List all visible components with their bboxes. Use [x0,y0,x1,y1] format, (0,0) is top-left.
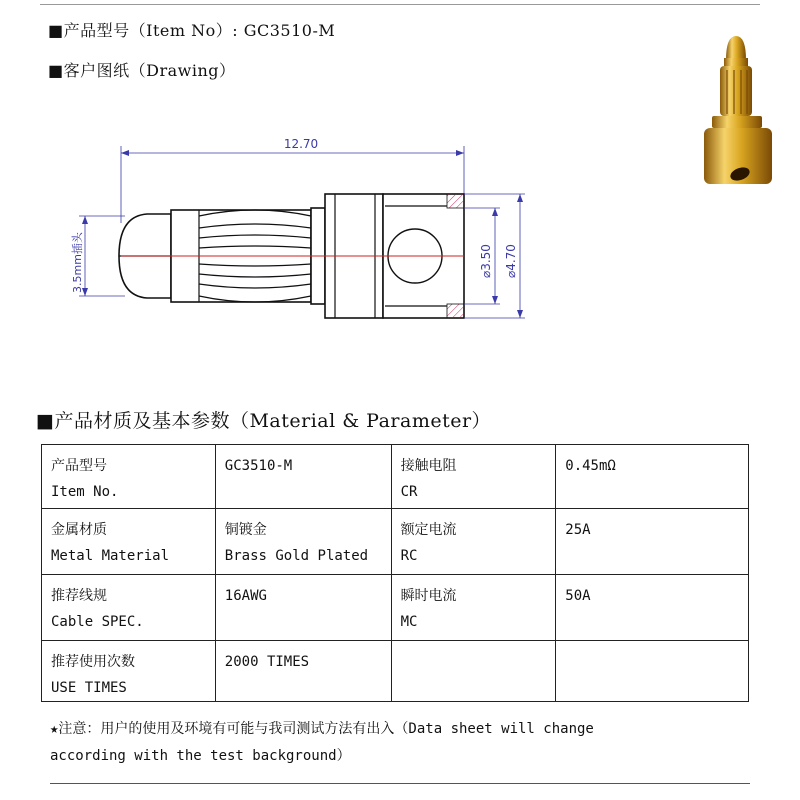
bottom-rule [50,783,750,784]
cell-label-cn: 推荐线规 [51,588,107,604]
cell-value-cn: 铜镀金 [224,522,267,538]
cell-value: 16AWG [224,588,267,604]
table-cell [556,575,749,641]
item-number-heading: ■产品型号（Item No）: GC3510-M [48,21,336,40]
cell-label-cn: 推荐使用次数 [51,654,135,670]
cell-label-cn: 额定电流 [400,522,457,538]
parameter-table [41,444,749,702]
table-cell [42,509,216,575]
cell-label-en: Metal Material [51,548,170,564]
table-cell [42,575,216,641]
cell-value: 2000 TIMES [224,654,310,670]
cell-label-en: CR [400,484,418,500]
table-cell [42,445,216,509]
cell-value: 25A [565,522,591,538]
disclaimer-note [50,716,750,770]
top-cut-rule [0,0,800,8]
outer-diameter-label: ⌀4.70 [504,244,518,278]
note-line-1: ★注意：用户的使用及环境有可能与我司测试方法有出入（Data sheet will change [50,721,594,737]
length-dimension-label: 12.70 [283,137,319,151]
cell-label-cn: 瞬时电流 [400,588,457,604]
inner-diameter-label: ⌀3.50 [479,244,493,278]
cell-label-en: Cable SPEC. [51,614,144,630]
table-row [42,509,749,575]
note-line-2: according with the test background） [50,748,351,764]
table-row [42,445,749,509]
connector-photo [690,30,786,200]
table-row [42,641,749,702]
diameter-dimensions [464,194,525,318]
plug-dimension [70,216,125,296]
cell-value: Brass Gold Plated [224,548,369,564]
cell-label-en: USE TIMES [51,680,127,696]
table-cell [556,641,749,702]
material-parameter-heading: ■产品材质及基本参数（Material & Parameter） [36,410,492,432]
cell-value: 0.45mΩ [565,458,616,474]
cell-label-en: RC [400,548,418,564]
cell-value: 50A [565,588,591,604]
cell-value: GC3510-M [224,458,293,474]
section-hatch-bottom [447,304,464,318]
cell-label-en: MC [400,614,418,630]
drawing-heading: ■客户图纸（Drawing） [48,61,236,80]
table-cell [42,641,216,702]
plug-dimension-label: 3.5mm插头 [71,232,84,293]
table-cell [391,445,556,509]
table-cell [215,445,391,509]
table-row [42,575,749,641]
cell-label-cn: 接触电阻 [400,458,457,474]
cell-label-cn: 金属材质 [51,522,107,538]
table-cell [391,641,556,702]
table-cell [215,509,391,575]
connector-technical-drawing [55,128,535,328]
table-cell [391,509,556,575]
section-hatch-top [447,194,464,208]
table-cell [556,445,749,509]
table-cell [215,575,391,641]
cell-label-cn: 产品型号 [51,458,107,474]
table-cell [556,509,749,575]
table-cell [215,641,391,702]
cell-label-en: Item No. [51,484,119,500]
table-cell [391,575,556,641]
